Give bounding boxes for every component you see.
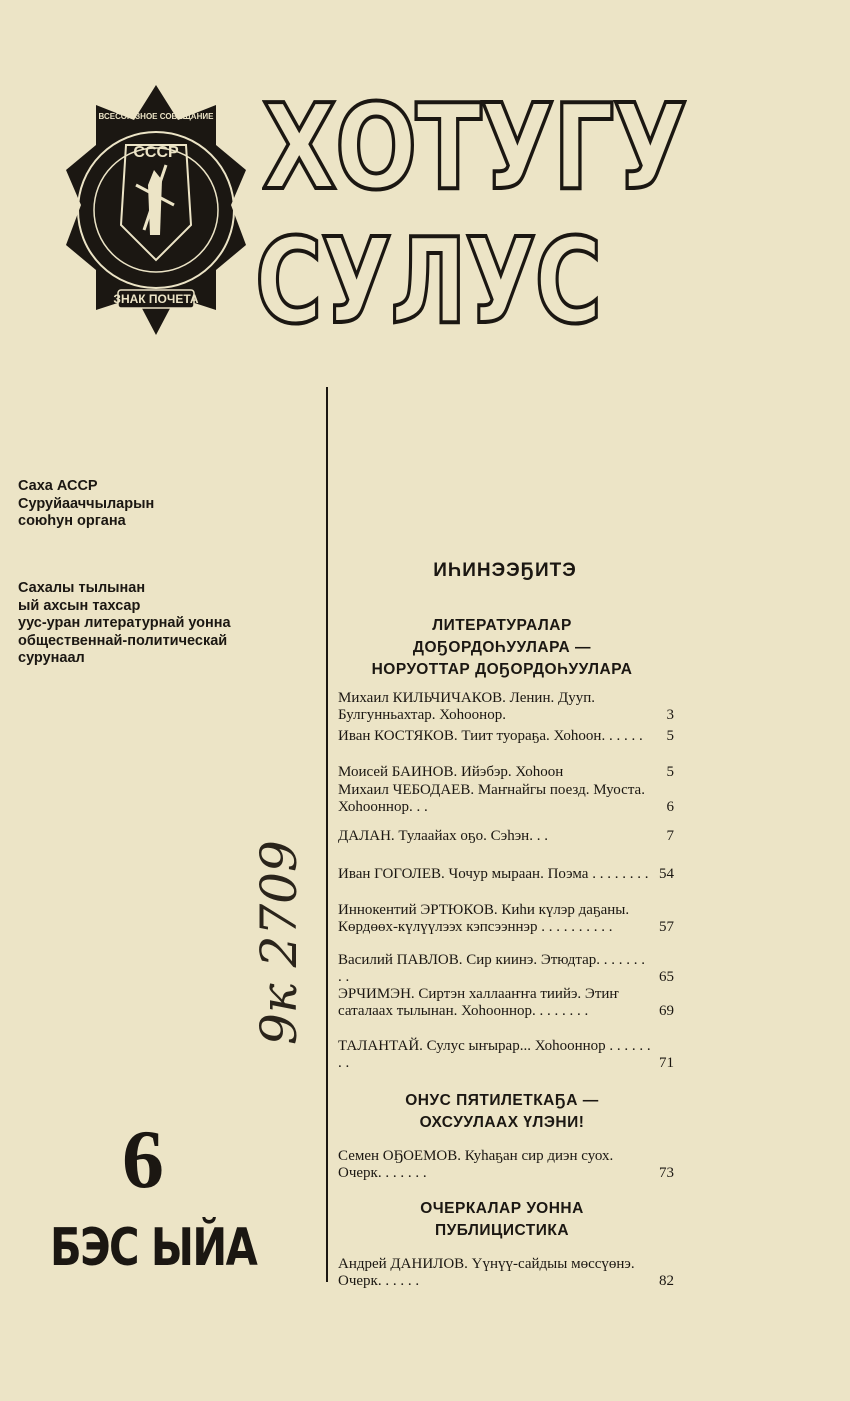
- toc-entry-page: 82: [659, 1273, 674, 1289]
- toc-entry-page: 3: [666, 707, 674, 723]
- contents-title: ИҺИНЭЭҔИТЭ: [433, 560, 577, 581]
- section-line: ОЧЕРКАЛАР УОННА: [420, 1200, 584, 1217]
- toc-entry-text: Андрей ДАНИЛОВ. Үүнүү-сайдыы мөссүөнэ. Очерк. . . . . .: [338, 1256, 635, 1289]
- toc-entry-text: ЭРЧИМЭН. Сиртэн халлааҥҥа тиийэ. Этиҥ саталаах тылынан. Хоһооннор. . . . . . . .: [338, 986, 619, 1019]
- toc-entry: [338, 952, 674, 986]
- toc-entry-text: Михаил КИЛЬЧИЧАКОВ. Ленин. Дууп. Булгунньахтар. Хоһоонор.: [338, 690, 595, 723]
- toc-entry-text: Моисей БАИНОВ. Ийэбэр. Хоһоон: [338, 764, 564, 780]
- toc-entry-page: 54: [659, 866, 674, 882]
- column-divider: [326, 387, 328, 1282]
- toc-entry: [338, 764, 674, 781]
- handwritten-catalog-number: [250, 805, 308, 1045]
- toc-entry: [338, 1256, 674, 1290]
- toc-entry-text: ДАЛАН. Тулаайах оҕо. Сэһэн. . .: [338, 828, 548, 844]
- toc-entry-text: Иван ГОГОЛЕВ. Чочур мыраан. Поэма . . . . . . . .: [338, 866, 649, 882]
- emblem-center-text: СССР: [133, 144, 179, 161]
- masthead-line2: СУЛУС: [255, 212, 601, 350]
- section-heading-literatures: [336, 615, 668, 681]
- toc-entry: [338, 782, 674, 816]
- toc-entry-text: Иннокентий ЭРТЮКОВ. Киһи күлэр даҕаны. Көрдөөх-күлүүлээх кэпсээннэр . . . . . . . . . .: [338, 902, 630, 935]
- section-line: ДОҔОРДОҺУУЛАРА —: [412, 639, 592, 656]
- section-line: ОНУС ПЯТИЛЕТКАҔА —: [405, 1092, 599, 1109]
- toc-entry-page: 65: [659, 969, 674, 985]
- toc-entry-text: ТАЛАНТАЙ. Сулус ыҥырар... Хоһооннор . . . . . . . .: [338, 1038, 651, 1071]
- section-line: ЛИТЕРАТУРАЛАР: [432, 617, 572, 634]
- toc-entry: [338, 690, 674, 724]
- order-badge-emblem: [66, 85, 246, 335]
- emblem-ring-text: ВСЕСОЮЗНОЕ СОВЕЩАНИЕ: [98, 112, 214, 121]
- toc-entry-page: 57: [659, 919, 674, 935]
- journal-description: [18, 580, 278, 668]
- publisher-line: союһун органа: [18, 513, 126, 529]
- masthead-line1: ХОТУГУ: [262, 78, 686, 216]
- handwritten-text: 9к 2709: [250, 840, 308, 1045]
- toc-entry-page: 5: [666, 764, 674, 780]
- description-line: ый ахсын тахсар: [18, 597, 141, 614]
- description-line: Сахалы тылынан: [18, 580, 146, 596]
- toc-entry: [338, 728, 674, 745]
- description-line: общественнай-политическай: [18, 632, 228, 649]
- toc-entry: [338, 1038, 674, 1072]
- toc-entry: [338, 866, 674, 883]
- issue-month: БЭС ЫЙА: [50, 1218, 257, 1278]
- description-line: уус-уран литературнай уонна: [18, 615, 231, 631]
- publisher-line: Саха АССР: [18, 478, 98, 494]
- section-line: НОРУОТТАР ДОҔОРДОҺУУЛАРА: [371, 661, 633, 678]
- toc-entry-page: 69: [659, 1003, 674, 1019]
- emblem-bottom-text: ЗНАК ПОЧЕТА: [113, 292, 199, 306]
- toc-entry: [338, 902, 674, 936]
- toc-entry-text: Василий ПАВЛОВ. Сир киинэ. Этюдтар. . . . . . . . .: [338, 952, 646, 985]
- description-line: сурунаал: [18, 650, 85, 666]
- section-heading-five-year-plan: [336, 1090, 668, 1134]
- publisher-info: [18, 478, 258, 531]
- toc-entry-page: 6: [666, 799, 674, 815]
- toc-entry-text: Семен ОҔОЕМОВ. Куһаҕан сир диэн суох. Очерк. . . . . . .: [338, 1148, 614, 1181]
- toc-entry: [338, 986, 674, 1020]
- toc-entry: [338, 828, 674, 845]
- toc-entry-text: Иван КОСТЯКОВ. Тиит туораҕа. Хоһоон. . . . . .: [338, 728, 643, 744]
- section-heading-essays: [336, 1198, 668, 1242]
- toc-entry-page: 73: [659, 1165, 674, 1181]
- toc-entry-text: Михаил ЧЕБОДАЕВ. Маҥнайгы поезд. Муоста. Хоһооннор. . .: [338, 782, 645, 815]
- section-line: ПУБЛИЦИСТИКА: [434, 1222, 570, 1239]
- toc-entry-page: 71: [659, 1055, 674, 1071]
- toc-entry-page: 7: [666, 828, 674, 844]
- toc-entry: [338, 1148, 674, 1182]
- issue-number: 6: [122, 1113, 164, 1206]
- section-line: ОХСУУЛААХ ҮЛЭНИ!: [419, 1114, 585, 1131]
- publisher-line: Суруйааччыларын: [18, 495, 155, 512]
- toc-entry-page: 5: [666, 728, 674, 744]
